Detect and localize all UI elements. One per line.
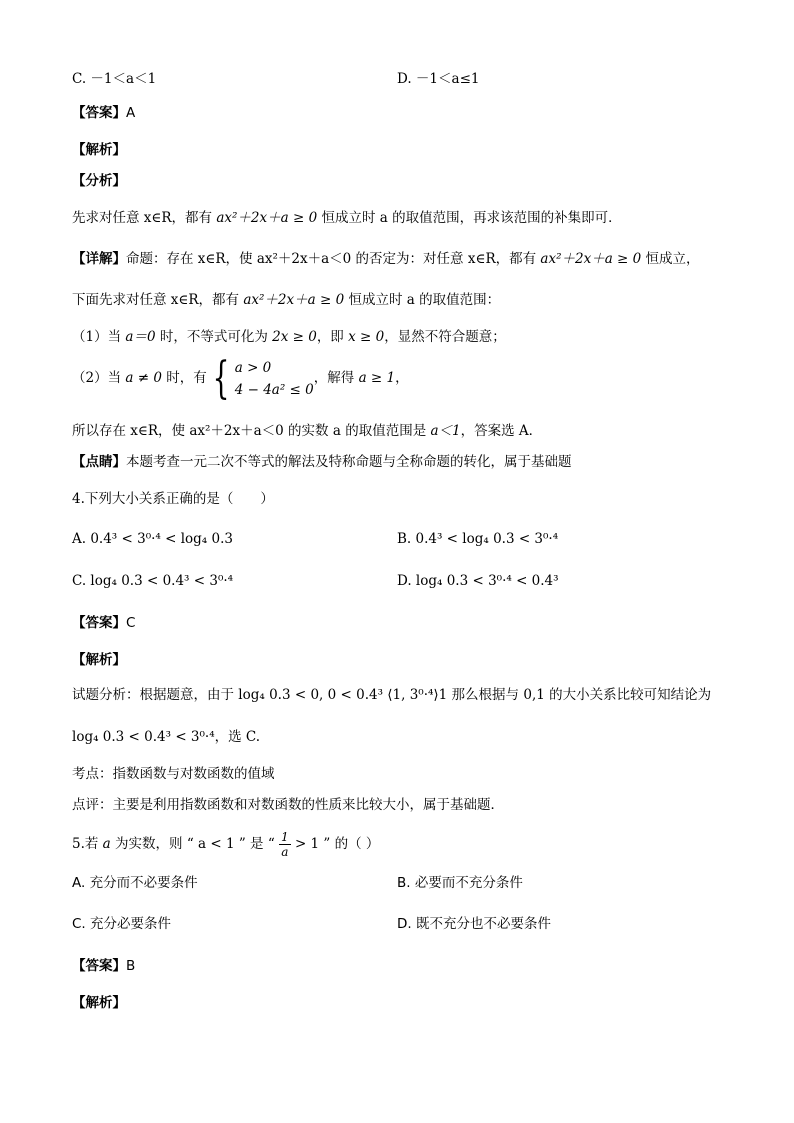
- range-text-2: 恒成立时 a 的取值范围：: [344, 292, 501, 308]
- q5-option-b: B. 必要而不充分条件: [397, 875, 523, 891]
- case2-suffix: ，: [395, 370, 409, 386]
- detail-label: 【详解】: [72, 251, 126, 267]
- range-text-1: 下面先求对任意 x∈R，都有: [72, 292, 244, 308]
- conclusion-2: ，答案选 A．: [460, 423, 543, 439]
- answer-label: 【答案】: [72, 105, 126, 121]
- case2-mid2: ，解得: [313, 370, 359, 386]
- dianjing-text: 本题考查一元二次不等式的解法及特称命题与全称命题的转化，属于基础题: [126, 454, 572, 470]
- q4-stem: 4.下列大小关系正确的是（ ）: [72, 491, 274, 507]
- case2-mid: 时，有: [161, 370, 207, 386]
- system-row-2: 4 − 4a² ≤ 0: [234, 381, 314, 398]
- q5-answer-value: B: [126, 958, 136, 974]
- detail-text-2: 恒成立，: [641, 251, 700, 267]
- detail-text-1: 命题：存在 x∈R，使 ax²＋2x＋a＜0 的否定为：对任意 x∈R，都有: [126, 251, 541, 267]
- q4-answer-line: [72, 614, 135, 632]
- fenxi-math: ax²＋2x＋a ≥ 0: [216, 210, 318, 226]
- q5-answer-label: 【答案】: [72, 958, 126, 974]
- case1-mid1: 时，不等式可化为: [155, 329, 273, 345]
- q5-stem-2: 为实数，则 “ a < 1 ” 是 “: [110, 836, 280, 852]
- conclusion-math: a＜1: [430, 423, 461, 439]
- q5-stem: [72, 826, 379, 862]
- q4-kaodian: 考点：指数函数与对数函数的值域: [72, 766, 275, 782]
- case2-math1: a ≠ 0: [125, 370, 162, 386]
- q5-analysis-label: 【解析】: [72, 995, 126, 1011]
- conclusion-1: 所以存在 x∈R，使 ax²＋2x＋a＜0 的实数 a 的取值范围是: [72, 423, 431, 439]
- case2-prefix: （2）当: [72, 370, 126, 386]
- left-brace: {: [212, 352, 230, 404]
- inequality-system: [207, 352, 314, 404]
- fenxi-text: [72, 209, 622, 227]
- option-c: C. －1＜a＜1: [72, 71, 157, 87]
- q4-dianping: 点评：主要是利用指数函数和对数函数的性质来比较大小，属于基础题．: [72, 797, 504, 813]
- dianjing-label: 【点睛】: [72, 454, 126, 470]
- case2-line: [72, 352, 409, 404]
- conclusion-line: [72, 422, 542, 440]
- range-line: [72, 291, 500, 309]
- case1-math3: x ≥ 0: [348, 329, 385, 345]
- q4-option-b: B. 0.4³ < log₄ 0.3 < 3⁰·⁴: [397, 531, 559, 547]
- case1-prefix: （1）当: [72, 329, 126, 345]
- detail-math: ax²＋2x＋a ≥ 0: [540, 251, 642, 267]
- q5-option-a: A. 充分而不必要条件: [72, 875, 198, 891]
- q5-stem-3: > 1 ” 的（ ）: [290, 836, 380, 852]
- range-math: ax²＋2x＋a ≥ 0: [243, 292, 345, 308]
- answer-line: [72, 104, 135, 122]
- detail-line: [72, 250, 700, 268]
- q5-stem-1: 5.若: [72, 836, 103, 852]
- dianjing-line: [72, 453, 572, 471]
- case1-math2: 2x ≥ 0: [272, 329, 317, 345]
- q5-frac-num: 1: [281, 830, 289, 844]
- option-d: D. －1＜a≤1: [397, 71, 480, 87]
- fenxi-label: 【分析】: [72, 173, 126, 189]
- q5-frac-den: a: [281, 845, 289, 859]
- case1-mid2: ，即: [316, 329, 349, 345]
- q5-answer-line: [72, 957, 135, 975]
- case1-suffix: ，显然不符合题意；: [384, 329, 506, 345]
- q5-stem-var: a: [102, 836, 111, 852]
- case1-line: [72, 328, 506, 346]
- q5-fraction: [279, 830, 291, 859]
- q4-answer-value: C: [126, 615, 136, 631]
- q4-option-a: A. 0.4³ < 3⁰·⁴ < log₄ 0.3: [72, 531, 233, 547]
- case2-math2: a ≥ 1: [358, 370, 396, 386]
- fenxi-text-2: 恒成立时 a 的取值范围，再求该范围的补集即可．: [317, 210, 622, 226]
- fenxi-text-1: 先求对任意 x∈R，都有: [72, 210, 217, 226]
- case1-math1: a＝0: [125, 329, 156, 345]
- q5-option-d: D. 既不充分也不必要条件: [397, 916, 551, 932]
- analysis-label: 【解析】: [72, 142, 126, 158]
- q5-option-c: C. 充分必要条件: [72, 916, 172, 932]
- q4-answer-label: 【答案】: [72, 615, 126, 631]
- q4-solution-1: 试题分析：根据题意，由于 log₄ 0.3 < 0, 0 < 0.4³ ⟨1, 3⁰·⁴⟩1 那么根据与 0,1 的大小关系比较可知结论为: [72, 687, 712, 703]
- system-row-1: a > 0: [234, 359, 272, 376]
- answer-value: A: [126, 105, 136, 121]
- q4-solution-2: log₄ 0.3 < 0.4³ < 3⁰·⁴，选 C.: [72, 729, 261, 745]
- q4-option-c: C. log₄ 0.3 < 0.4³ < 3⁰·⁴: [72, 573, 234, 589]
- q4-option-d: D. log₄ 0.3 < 3⁰·⁴ < 0.4³: [397, 573, 559, 589]
- q4-analysis-label: 【解析】: [72, 652, 126, 668]
